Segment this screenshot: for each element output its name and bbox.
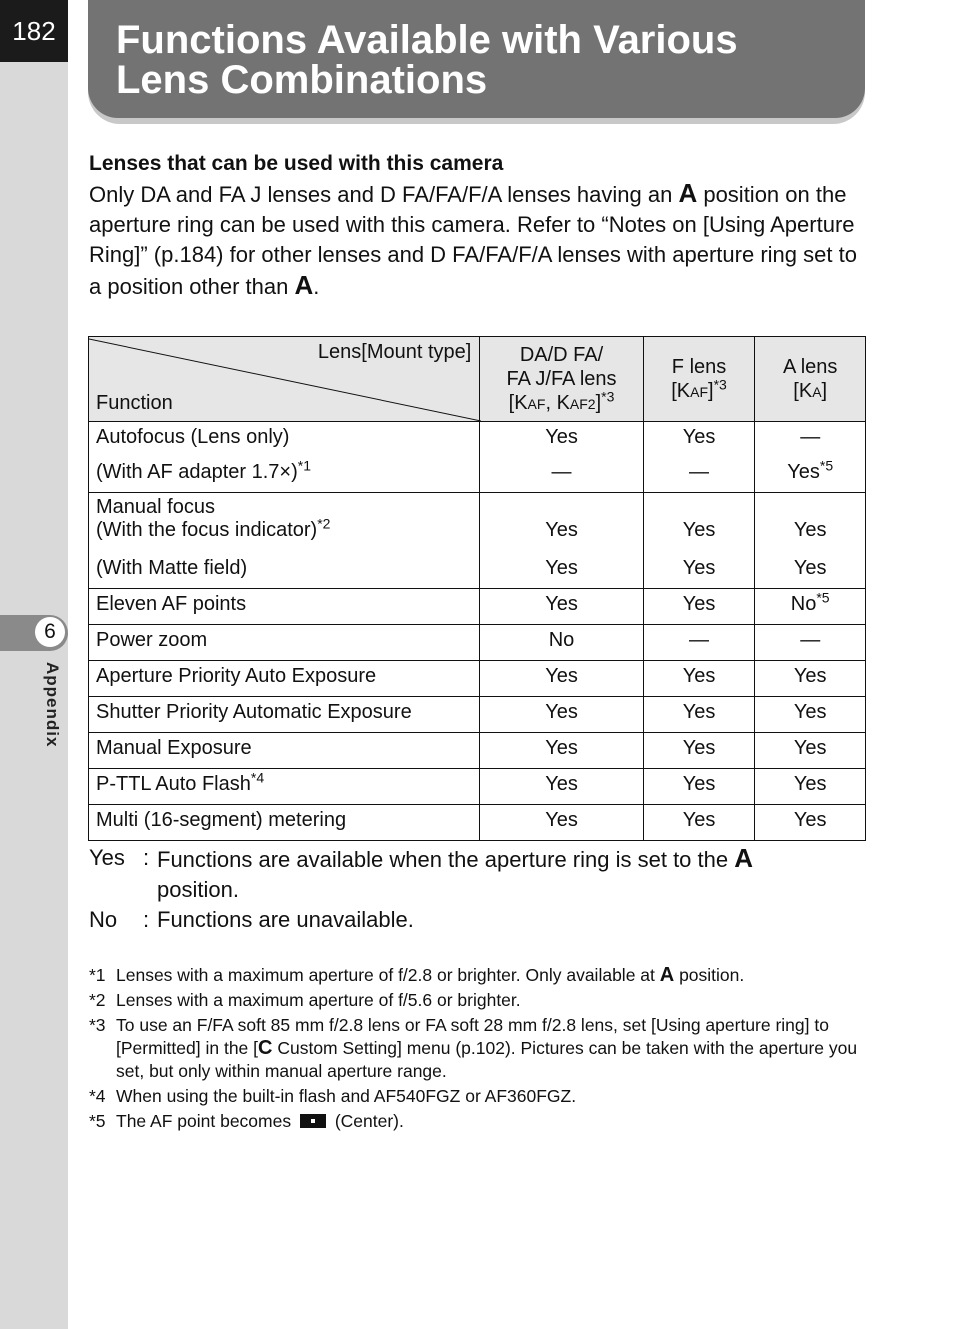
function-sub: (With Matte field) (96, 557, 248, 579)
value-cell (643, 805, 755, 841)
footnote (89, 1110, 869, 1133)
page-title-line-1: Functions Available with Various (116, 18, 738, 62)
value: — (689, 461, 710, 483)
value: No (548, 629, 575, 651)
value: Yes (545, 557, 578, 579)
value-cell (480, 661, 643, 697)
legend-separator: : (143, 845, 150, 870)
function-name: Power zoom (96, 629, 208, 651)
value: — (551, 461, 572, 483)
header-diagonal-cell (89, 337, 480, 422)
value: Yes (682, 519, 716, 541)
page-title-line-2: Lens Combinations (116, 58, 488, 102)
legend-item (89, 843, 869, 905)
value-cell (643, 589, 755, 625)
mount-k: K (798, 379, 813, 402)
footnote-ref: *4 (250, 769, 265, 786)
function-cell (89, 697, 480, 733)
table-row (89, 697, 866, 733)
value-cell (643, 625, 755, 661)
value-cell (755, 589, 866, 625)
value-cell (643, 661, 755, 697)
function-cell (89, 733, 480, 769)
function-name: Shutter Priority Automatic Exposure (96, 701, 412, 723)
function-cell (89, 589, 480, 625)
function-name: Multi (16-segment) metering (96, 809, 347, 831)
table-row (89, 422, 866, 493)
aperture-a-mark: A (659, 964, 675, 986)
value: Yes (545, 519, 578, 541)
legend-separator: : (143, 907, 150, 932)
mount-suffix: A (812, 383, 822, 400)
function-cell (89, 769, 480, 805)
value: Yes (682, 809, 716, 831)
value-cell (755, 733, 866, 769)
value: — (800, 426, 821, 448)
intro-heading: Lenses that can be used with this camera (89, 152, 504, 175)
header-function-label: Function (96, 392, 173, 414)
value-cell (643, 697, 755, 733)
value-cell (480, 697, 643, 733)
footnote-ref: *5 (819, 457, 834, 474)
mount-k: K (556, 391, 570, 414)
mount-comma: , (545, 391, 557, 414)
function-name: Autofocus (Lens only) (96, 426, 290, 448)
footnote-ref: *5 (816, 589, 830, 606)
legend-term: Yes (89, 845, 125, 870)
value-cell (755, 493, 866, 589)
footnote-mark: *1 (89, 965, 106, 985)
value-cell (643, 769, 755, 805)
value: Yes (545, 701, 578, 723)
value-cell (480, 733, 643, 769)
table-row (89, 625, 866, 661)
chapter-number: 6 (35, 617, 65, 647)
function-name: Eleven AF points (96, 593, 247, 615)
value: Yes (682, 665, 716, 687)
value: Yes (793, 665, 827, 687)
footnote-mark: *2 (89, 990, 106, 1010)
value-cell (755, 625, 866, 661)
function-cell (89, 805, 480, 841)
header-col-a-lens (755, 337, 866, 422)
value: Yes (793, 701, 827, 723)
mount-k: K (676, 379, 691, 402)
footnote (89, 1014, 869, 1083)
value: Yes (793, 519, 827, 541)
footnote-text (116, 964, 869, 987)
function-name (89, 769, 479, 804)
value: Yes (545, 426, 578, 448)
footnote-mark: *5 (89, 1111, 106, 1131)
value: — (689, 629, 710, 651)
header-col-da-lens (480, 337, 643, 422)
value: — (800, 629, 821, 651)
legend (89, 843, 869, 935)
value-text: No (790, 593, 817, 615)
footnote-text-part: The AF point becomes (116, 1111, 296, 1131)
function-cell (89, 625, 480, 661)
intro-paragraph (89, 178, 869, 302)
function-name: Manual focus (96, 496, 215, 518)
value-cell (755, 422, 866, 493)
value: Yes (793, 737, 827, 759)
custom-setting-c-mark: C (258, 1037, 273, 1059)
mount-k: K (514, 391, 528, 414)
legend-desc (157, 843, 869, 905)
value-cell (480, 589, 643, 625)
value-cell (755, 769, 866, 805)
footnote-ref: *1 (297, 457, 311, 474)
center-af-point-icon (300, 1114, 326, 1128)
footnotes (89, 964, 869, 1135)
header-lens-label: Lens[Mount type] (317, 341, 472, 363)
value-cell (643, 422, 755, 493)
value (755, 589, 865, 624)
value-text: Yes (787, 461, 820, 483)
intro-section (89, 150, 869, 302)
table-row (89, 769, 866, 805)
chapter-label: Appendix (43, 662, 62, 748)
footnote-mark: *3 (89, 1015, 106, 1035)
footnote-text-part: (Center). (329, 1111, 404, 1131)
legend-item (89, 905, 869, 935)
mount-suffix: AF (527, 395, 546, 412)
value: Yes (682, 737, 716, 759)
footnote-text: When using the built-in flash and AF540FGZ or AF360FGZ. (116, 1086, 577, 1106)
header-col-a-line1: A lens (782, 355, 838, 378)
mount-suffix: AF (690, 383, 709, 400)
function-name (96, 515, 472, 553)
footnote (89, 989, 869, 1012)
value-cell (643, 493, 755, 589)
table-row (89, 589, 866, 625)
footnote (89, 1085, 869, 1108)
header-col-da-line1: DA/D FA/ (519, 343, 604, 366)
legend-desc-text: Functions are available when the aperture ring is set to the (157, 847, 735, 872)
table-row (89, 493, 866, 589)
legend-desc-text: position. (157, 877, 239, 902)
value: Yes (793, 809, 827, 831)
page-number: 182 (0, 0, 68, 62)
intro-text-2: position on the aperture ring can be used with this camera. Refer to “Notes on [Using Aperture Ring]” (p.184) for other lenses and D FA/FA/F/A lenses with aperture ring set to a position other than (89, 182, 857, 299)
page-title (116, 20, 836, 100)
footnote-text-part: position. (674, 965, 745, 985)
header-col-da-mount: [KAF, KAF2]$^{*3}$ (508, 387, 615, 414)
footnote-ref: *3 (713, 375, 727, 392)
value: Yes (793, 773, 827, 795)
table-row (89, 733, 866, 769)
lens-compatibility-table (88, 336, 866, 841)
value-cell (480, 422, 643, 493)
footnote-text (116, 1110, 869, 1133)
aperture-a-mark: A (678, 178, 698, 208)
function-name: Manual Exposure (96, 737, 252, 759)
function-name: Aperture Priority Auto Exposure (96, 665, 377, 687)
value: Yes (545, 593, 578, 615)
legend-term: No (89, 907, 118, 932)
table-header-row (89, 337, 866, 422)
footnote-text-part: Lenses with a maximum aperture of f/2.8 or brighter. Only available at (116, 965, 660, 985)
intro-text-3: . (313, 274, 320, 299)
value-cell (480, 625, 643, 661)
value: Yes (545, 737, 578, 759)
footnote (89, 964, 869, 987)
value: Yes (545, 773, 578, 795)
header-col-da-line2: FA J/FA lens (506, 367, 617, 390)
function-cell (89, 493, 480, 589)
value-cell (480, 769, 643, 805)
value-cell (643, 733, 755, 769)
header-col-f-mount: [KAF]$^{*3}$ (671, 375, 727, 402)
value: Yes (545, 809, 578, 831)
value-cell (755, 697, 866, 733)
value: Yes (682, 701, 716, 723)
header-col-f-line1: F lens (671, 355, 727, 378)
function-cell (89, 422, 480, 493)
value-cell (480, 805, 643, 841)
table-row (89, 805, 866, 841)
function-name (96, 457, 472, 492)
function-name-text: P-TTL Auto Flash (96, 773, 251, 795)
function-cell (89, 661, 480, 697)
function-sub: (With AF adapter 1.7×) (96, 461, 298, 483)
header-col-a-mount: [KA] (793, 379, 828, 402)
table-row (89, 661, 866, 697)
footnote-text: Lenses with a maximum aperture of f/5.6 or brighter. (116, 990, 521, 1010)
value: Yes (682, 773, 716, 795)
value: Yes (682, 593, 716, 615)
footnote-mark: *4 (89, 1086, 106, 1106)
value-cell (755, 805, 866, 841)
function-sub: (With the focus indicator) (96, 519, 318, 541)
legend-desc: Functions are unavailable. (157, 907, 414, 932)
mount-suffix: AF2 (569, 395, 596, 412)
footnote-text (116, 1014, 869, 1083)
value: Yes (682, 426, 716, 448)
value-cell (480, 493, 643, 589)
aperture-a-mark: A (294, 270, 314, 300)
footnote-ref: *2 (317, 515, 331, 532)
intro-text-1: Only DA and FA J lenses and D FA/FA/F/A lenses having an (89, 182, 679, 207)
value-cell (755, 661, 866, 697)
footnote-text-part: Custom Setting] menu (p.102). Pictures can be taken with the aperture you set, but only within manual aperture range. (116, 1038, 858, 1081)
header-col-f-lens (643, 337, 755, 422)
value: Yes (682, 557, 716, 579)
aperture-a-mark: A (734, 843, 754, 873)
value: Yes (545, 665, 578, 687)
value: Yes (793, 557, 827, 579)
footnote-text-part: To use an F/FA soft 85 mm f/2.8 lens or FA soft 28 mm f/2.8 lens, set [Using aperture ring] to [Permitted] in the [ (116, 1015, 829, 1058)
footnote-ref: *3 (601, 387, 615, 404)
value (755, 457, 865, 492)
